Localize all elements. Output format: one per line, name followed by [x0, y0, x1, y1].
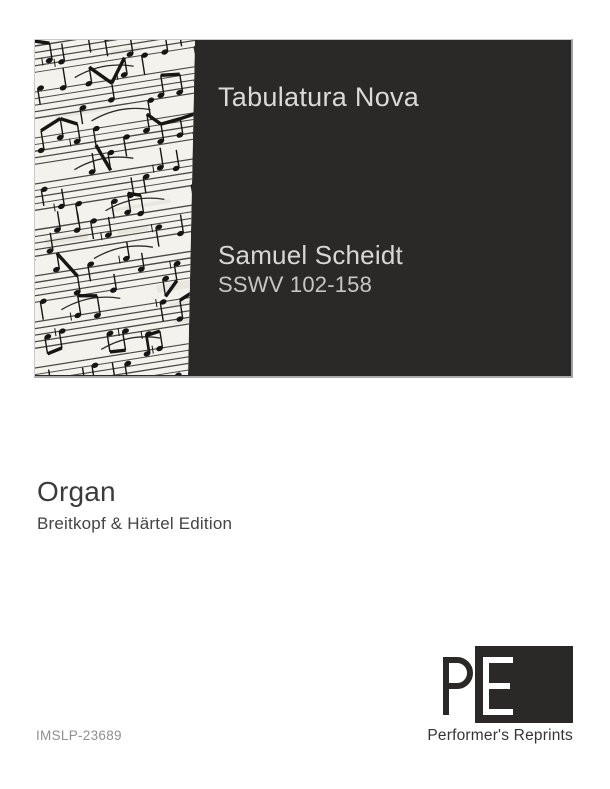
work-title: Tabulatura Nova	[218, 82, 420, 112]
plate-id: IMSLP-23689	[36, 728, 122, 743]
cover-band	[34, 39, 573, 378]
edition-label: Breitkopf & Härtel Edition	[37, 514, 233, 533]
composer-name: Samuel Scheidt	[218, 240, 403, 270]
instrument-label: Organ	[37, 476, 116, 507]
sheet-music-image	[35, 40, 196, 375]
catalog-number: SSWV 102-158	[218, 272, 373, 297]
pe-logo-letters-icon	[440, 646, 573, 723]
pe-logo	[440, 646, 573, 723]
publisher-label: Performer's Reprints	[427, 727, 573, 744]
